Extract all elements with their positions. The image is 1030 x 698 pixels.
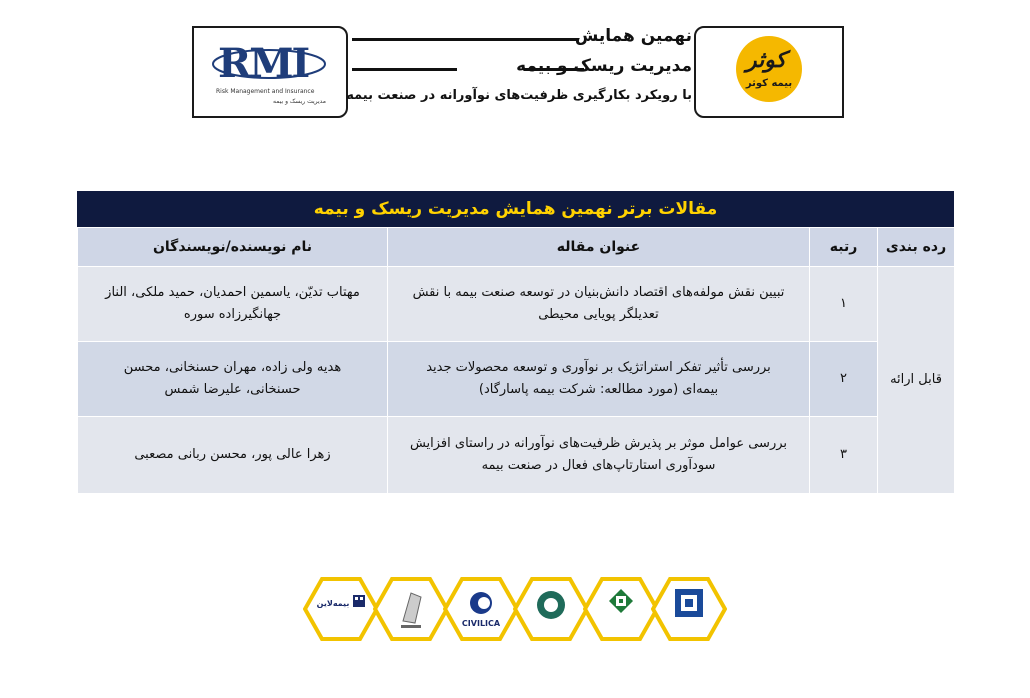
article-title-cell: تبیین نقش مولفه‌های اقتصاد دانش‌بنیان در توسعه صنعت بیمه با نقش تعدیلگر پویایی محیطی <box>388 267 810 342</box>
sponsor-label: بیمه‌لاین <box>316 599 350 608</box>
rmi-subtitle: Risk Management and Insurance <box>216 88 315 95</box>
header-article-title: عنوان مقاله <box>388 228 810 267</box>
header-authors: نام نویسنده/نویسندگان <box>78 228 388 267</box>
sponsor-logo <box>443 577 519 641</box>
top-papers-table <box>77 191 954 494</box>
table-row <box>78 417 955 494</box>
conference-title <box>346 26 692 114</box>
civilica-icon <box>443 577 519 641</box>
sponsor-logo <box>303 577 379 641</box>
kowsar-insurance-logo <box>736 36 802 102</box>
header-category: رده بندی <box>878 228 955 267</box>
sponsor-logo <box>651 577 727 641</box>
article-title-cell: بررسی عوامل موثر بر پذیرش ظرفیت‌های نوآورانه در راستای افزایش سودآوری استارتاپ‌های فعال در صنعت بیمه <box>388 417 810 494</box>
rank-cell: ۱ <box>810 267 878 342</box>
title-underline <box>352 68 457 71</box>
authors-cell: هدیه ولی زاده، مهران حسنخانی، محسن حسنخانی، علیرضا شمس <box>78 342 388 417</box>
papers-table <box>77 227 955 494</box>
sponsor-label: CIVILICA <box>461 619 501 628</box>
conference-name: مدیریت ریسک و بیمه <box>516 56 692 76</box>
title-underline <box>352 38 577 41</box>
conference-theme: با رویکرد بکارگیری ظرفیت‌های نوآورانه در صنعت بیمه <box>346 88 692 103</box>
kowsar-logo-name: بیمه کوثر <box>745 78 793 89</box>
table-title: مقالات برتر نهمین همایش مدیریت ریسک و بیمه <box>77 191 954 227</box>
table-header-row <box>78 228 955 267</box>
insurance-portal-icon <box>303 577 379 617</box>
sponsor-logos <box>303 577 727 641</box>
table-row <box>78 267 955 342</box>
rmi-logo-text: RMI <box>218 40 309 87</box>
conference-header <box>192 26 842 116</box>
sponsor-logo <box>583 577 659 641</box>
table-row <box>78 342 955 417</box>
rank-cell: ۲ <box>810 342 878 417</box>
central-insurance-icon <box>651 577 727 641</box>
book-logo-icon <box>373 577 449 641</box>
sponsor-logo <box>373 577 449 641</box>
authors-cell: زهرا عالی پور، محسن ربانی مصعبی <box>78 417 388 494</box>
sponsor-logo <box>513 577 589 641</box>
kowsar-logo-box <box>694 26 844 118</box>
kowsar-logo-mark: کوثر <box>746 48 787 73</box>
conference-edition: نهمین همایش <box>574 26 692 46</box>
article-title-cell: بررسی تأثیر تفکر استراتژیک بر نوآوری و توسعه محصولات جدید بیمه‌ای (مورد مطالعه: شرکت بیمه پاسارگاد) <box>388 342 810 417</box>
rmi-subtitle-fa: مدیریت ریسک و بیمه <box>273 98 326 105</box>
rmi-logo-box <box>192 26 348 118</box>
rmi-logo <box>208 38 330 108</box>
institute-logo-icon <box>513 577 589 641</box>
authors-cell: مهتاب تدیّن، یاسمین احمدیان، حمید ملکی، الناز جهانگیرزاده سوره <box>78 267 388 342</box>
research-logo-icon <box>583 577 659 641</box>
header-rank: رتبه <box>810 228 878 267</box>
rank-cell: ۳ <box>810 417 878 494</box>
category-cell: قابل ارائه <box>878 267 955 494</box>
